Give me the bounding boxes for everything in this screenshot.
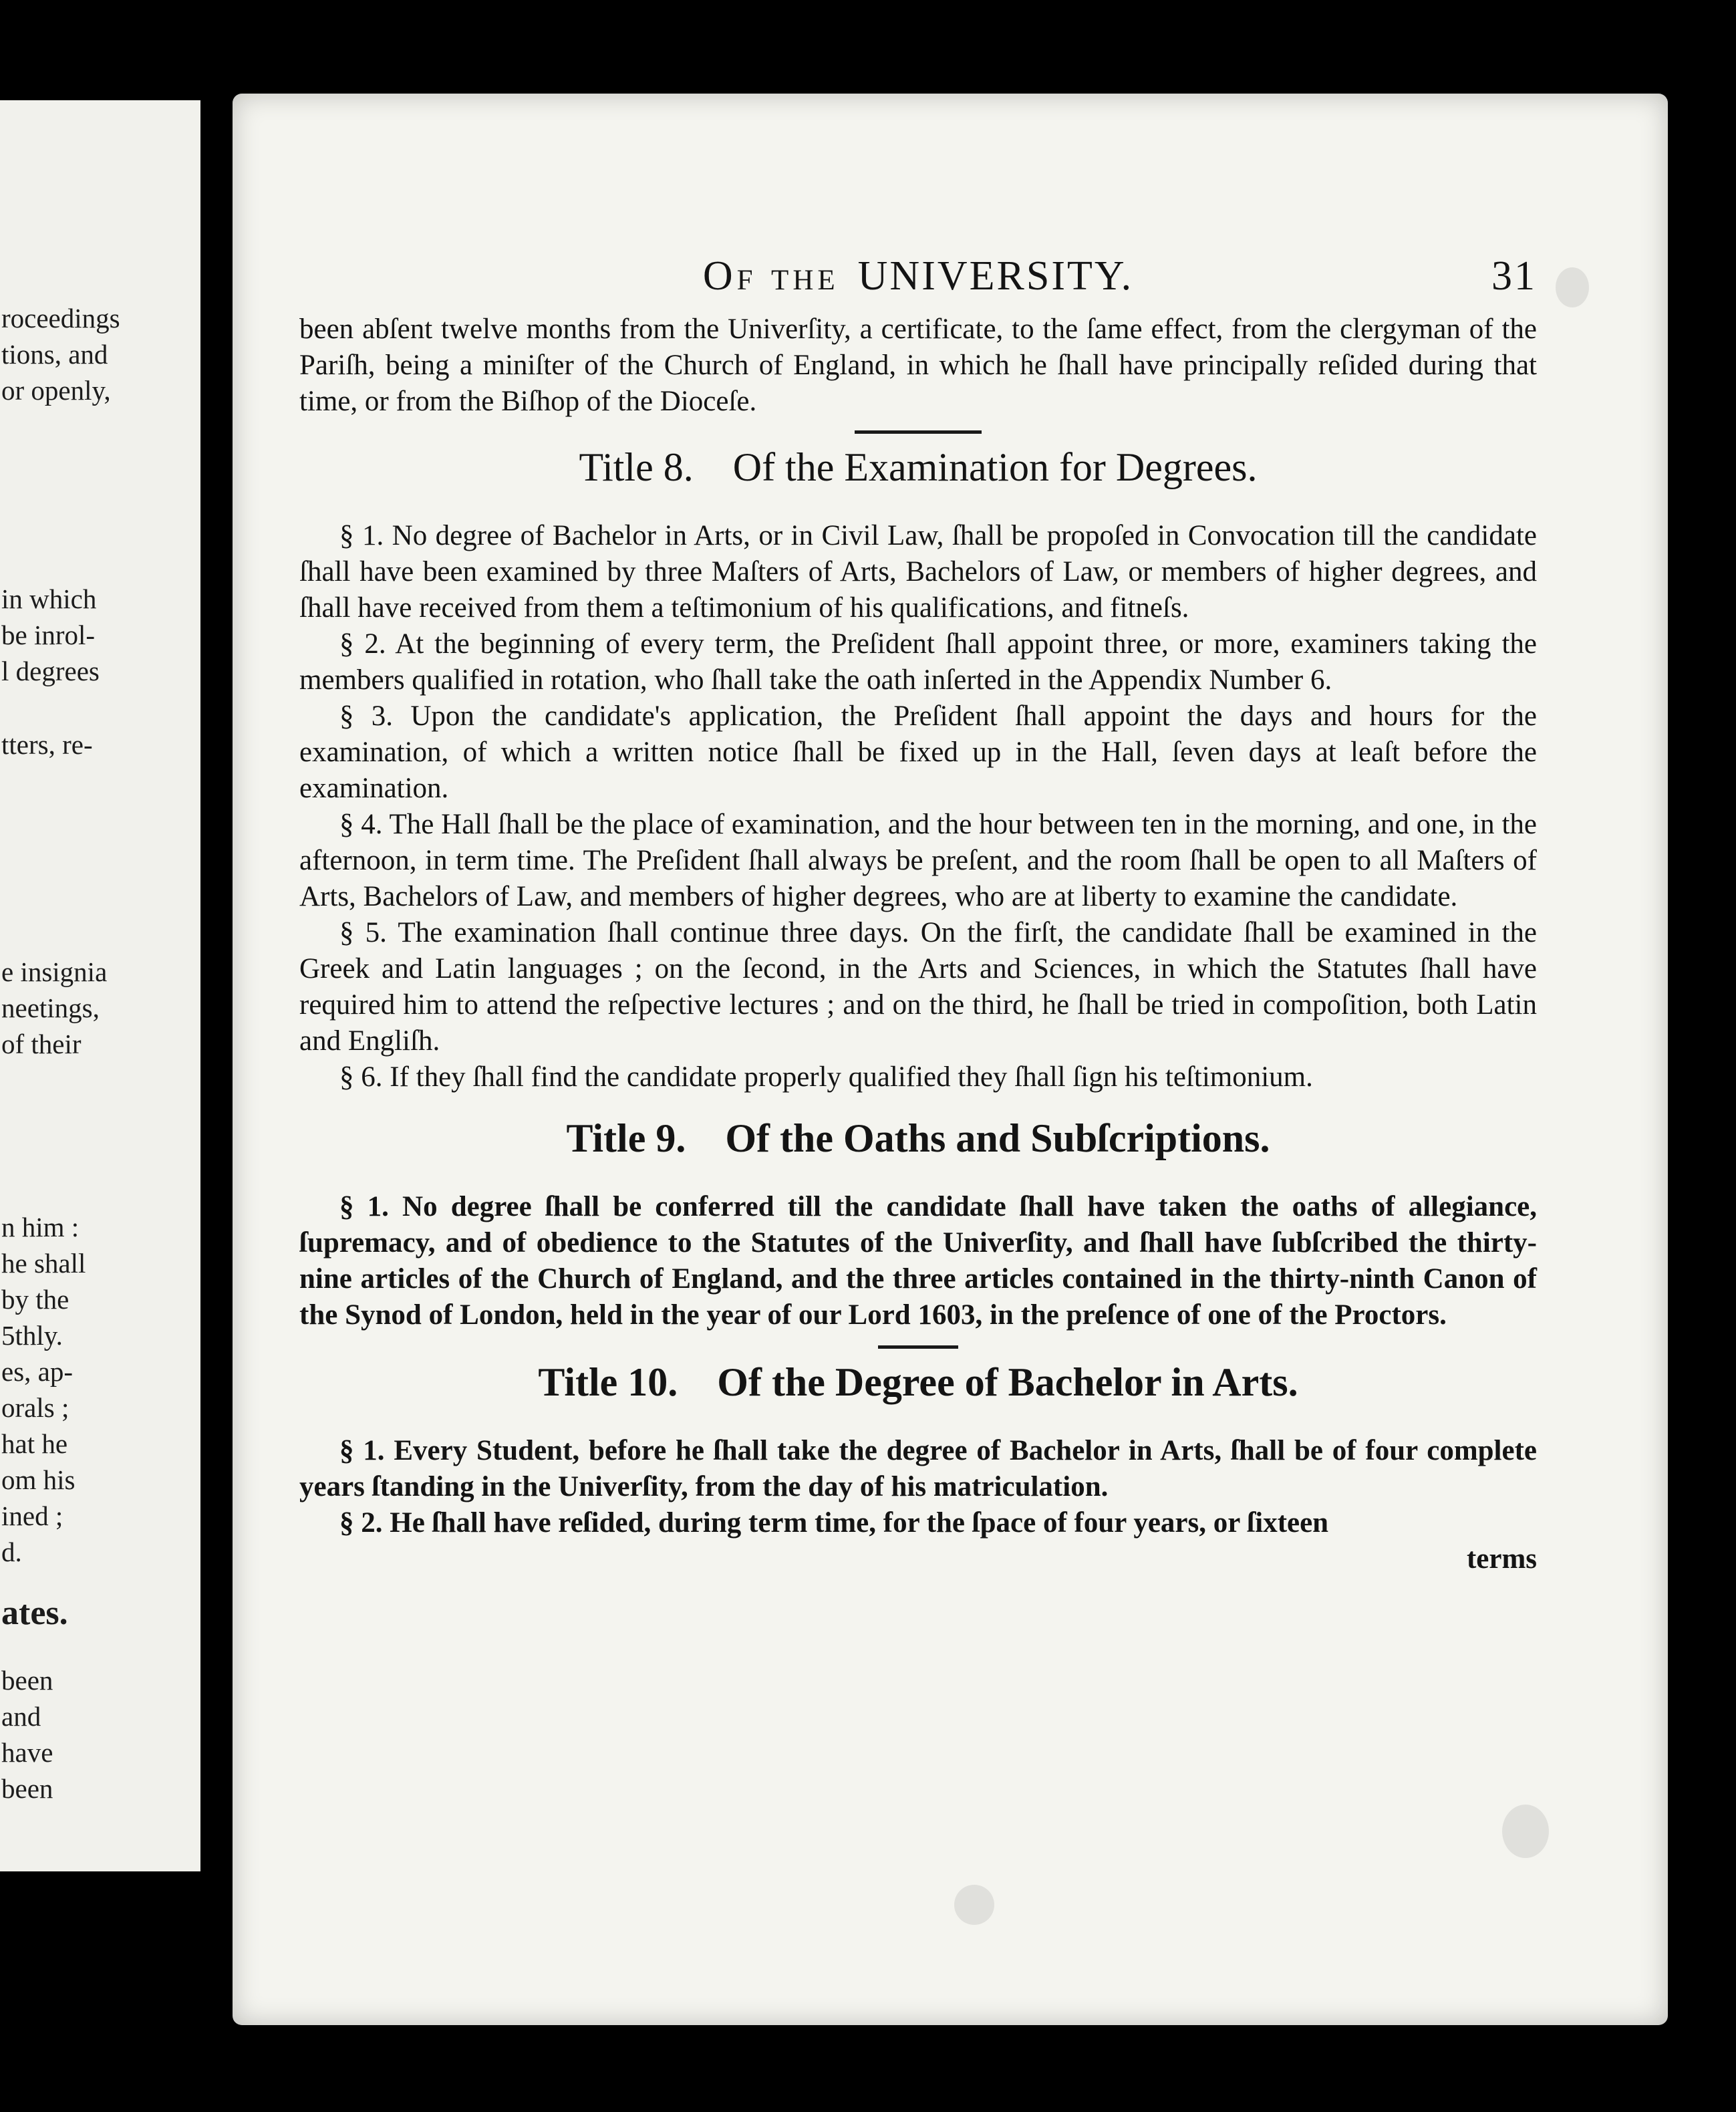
- left-text-fragment: ined ;: [1, 1500, 63, 1531]
- title10-section-1: § 1. Every Student, before he ſhall take the degree of Bachelor in Arts, ſhall be of four complete years ſtanding in the Univerſity, from the day of his matriculation.: [299, 1435, 1537, 1502]
- left-text-fragment: ates.: [1, 1594, 68, 1632]
- left-text-fragment: he shall: [1, 1248, 86, 1279]
- title8-section-6: § 6. If they ſhall find the candidate properly qualified they ſhall ſign his teſtimonium.: [339, 1061, 1313, 1093]
- title10-number: Title 10.: [538, 1360, 678, 1404]
- catchword: terms: [1466, 1543, 1537, 1575]
- left-text-fragment: tters, re-: [1, 729, 93, 760]
- left-text-fragment: been: [1, 1665, 53, 1696]
- left-text-fragment: by the: [1, 1284, 69, 1315]
- left-text-fragment: tions, and: [1, 339, 108, 370]
- left-text-fragment: be inrol-: [1, 620, 96, 650]
- title10-heading: [299, 1355, 1537, 1409]
- left-text-fragment: om his: [1, 1464, 76, 1495]
- scan-blemish: [1502, 1805, 1549, 1858]
- left-text-fragment: orals ;: [1, 1392, 69, 1423]
- left-text-fragment: es, ap-: [1, 1356, 74, 1387]
- running-head: [299, 246, 1537, 306]
- title8-section-2: § 2. At the beginning of every term, the Preſident ſhall appoint three, or more, examiners taking the members qualified in rotation, who ſhall take the oath inſerted in the Appendix Number 6.: [299, 628, 1537, 696]
- left-text-fragment: e insignia: [1, 956, 108, 987]
- left-text-fragment: l degrees: [1, 656, 100, 686]
- page-number: 31: [1491, 253, 1537, 299]
- section-divider: [878, 1345, 958, 1349]
- running-head-prefix: Of the: [702, 253, 839, 299]
- left-text-fragment: in which: [1, 583, 97, 614]
- title10-section-2: § 2. He ſhall have reſided, during term time, for the ſpace of four years, or ſixteen: [339, 1507, 1329, 1539]
- left-text-fragment: roceedings: [1, 303, 120, 334]
- left-text-fragment: of their: [1, 1029, 82, 1059]
- left-text-fragment: n him :: [1, 1212, 80, 1242]
- title9-text: Of the Oaths and Subſcriptions.: [725, 1116, 1270, 1160]
- title8-section-5: § 5. The examination ſhall continue three days. On the firſt, the candidate ſhall be examined in the Greek and Latin languages ; on the ſecond, in the Arts and Sciences, in which the Statutes ſhall have required him to attend the reſpective lectures ; and on the third, he ſhall be tried in compoſition, both Latin and Engliſh.: [299, 917, 1537, 1057]
- running-head-title: UNIVERSITY.: [857, 253, 1134, 299]
- title9-heading: [299, 1111, 1537, 1165]
- page-content: [299, 246, 1537, 1577]
- title8-section-4: § 4. The Hall ſhall be the place of examination, and the hour between ten in the morning, and one, in the afternoon, in term time. The Preſident ſhall always be preſent, and the room ſhall be open to all Maſters of Arts, Bachelors of Law, and members of higher degrees, who are at liberty to examine the candidate.: [299, 809, 1537, 912]
- title10-text: Of the Degree of Bachelor in Arts.: [717, 1360, 1298, 1404]
- title8-number: Title 8.: [579, 445, 694, 489]
- title8-section-1: § 1. No degree of Bachelor in Arts, or in Civil Law, ſhall be propoſed in Convocation till the candidate ſhall have been examined by three Maſters of Arts, Bachelors of Law, or members of higher degrees, and ſhall have received from them a teſtimonium of his qualifications, and fitneſs.: [299, 520, 1537, 624]
- opening-paragraph: been abſent twelve months from the Univerſity, a certificate, to the ſame effect, from the clergyman of the Pariſh, being a miniſter of the Church of England, in which he ſhall have principally reſided during that time, or from the Biſhop of the Dioceſe.: [299, 313, 1537, 417]
- left-text-fragment: 5thly.: [1, 1320, 63, 1351]
- title9-number: Title 9.: [566, 1116, 686, 1160]
- scan-blemish: [954, 1885, 994, 1925]
- left-text-fragment: neetings,: [1, 993, 100, 1023]
- title8-text: Of the Examination for Degrees.: [732, 445, 1258, 489]
- left-text-fragment: been: [1, 1773, 53, 1804]
- title9-section-1: § 1. No degree ſhall be conferred till the candidate ſhall have taken the oaths of allegiance, ſupremacy, and of obedience to the Statutes of the Univerſity, and ſhall have ſubſcribed the thirty-nine articles of the Church of England, and the three articles contained in the thirty-ninth Canon of the Synod of London, held in the year of our Lord 1603, in the preſence of one of the Proctors.: [299, 1191, 1537, 1331]
- section-divider: [855, 430, 982, 434]
- left-text-fragment: d.: [1, 1537, 22, 1567]
- book-page: [233, 94, 1668, 2025]
- title8-section-3: § 3. Upon the candidate's application, the Preſident ſhall appoint the days and hours for the examination, of which a written notice ſhall be fixed up in the Hall, ſeven days at leaſt before the examination.: [299, 700, 1537, 804]
- title8-heading: [299, 440, 1537, 494]
- scan-blemish: [1556, 267, 1589, 307]
- left-text-fragment: hat he: [1, 1428, 68, 1459]
- left-text-fragment: have: [1, 1737, 53, 1768]
- left-facing-page: [0, 100, 200, 1871]
- left-text-fragment: or openly,: [1, 375, 111, 406]
- left-text-fragment: and: [1, 1701, 41, 1732]
